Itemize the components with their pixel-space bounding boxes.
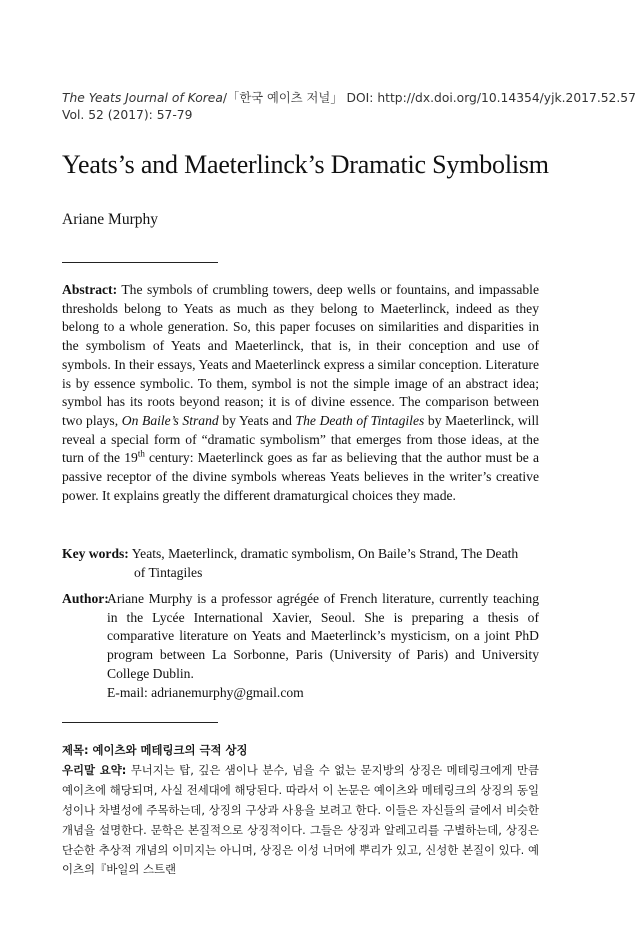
korean-summary	[62, 761, 539, 880]
divider	[62, 722, 218, 723]
korean-title: 제목: 예이츠와 메테링크의 극적 상징	[62, 743, 248, 757]
korean-summary-label: 우리말 요약:	[62, 762, 127, 777]
keywords-line-1	[62, 545, 539, 564]
keywords-label: Key words:	[62, 546, 129, 561]
doi-text: DOI: http://dx.doi.org/10.14354/yjk.2017.52.57	[342, 91, 636, 105]
journal-name: The Yeats Journal of Korea	[62, 91, 223, 105]
keywords-text-1: Yeats, Maeterlinck, dramatic symbolism, On Baile’s Strand, The Death	[128, 546, 519, 561]
divider	[62, 262, 218, 263]
author-name: Ariane Murphy	[62, 211, 158, 228]
keywords-block	[62, 545, 539, 582]
author-info-text: Ariane Murphy is a professor agrégée of French literature, currently teaching in the Lycée International Xavier, Seoul. She is preparing a thesis of comparative literature on Yeats and Maeterlinck’s mysticism, on a joint PhD program between La Sorbonne, Paris (University of Paris) and University College Dublin.	[107, 591, 539, 681]
author-info-block	[62, 590, 539, 702]
abstract-text-2: by Yeats and	[218, 412, 296, 428]
ordinal-suffix: th	[137, 448, 145, 459]
abstract-paragraph	[62, 281, 539, 505]
journal-header	[62, 90, 636, 124]
volume-info: Vol. 52 (2017): 57-79	[62, 108, 193, 122]
korean-summary-block	[62, 741, 539, 880]
abstract-text-4: century: Maeterlinck goes as far as believing that the author must be a passive receptor of the divine symbols whereas Yeats believes in the writer’s creative power. It explains greatly the different dramaturgical choices they made.	[62, 450, 539, 503]
play-title-tintagiles: The Death of Tintagiles	[295, 412, 425, 428]
author-email: E-mail: adrianemurphy@gmail.com	[107, 684, 304, 700]
journal-citation-line	[62, 90, 636, 107]
abstract-label: Abstract:	[62, 282, 118, 297]
abstract-text-3: by Maeterlinck, will reveal a special form of “dramatic symbolism” that emerges from those ideas, at the turn of the 19	[62, 412, 540, 466]
korean-summary-text: 무너지는 탑, 깊은 샘이나 분수, 넘을 수 없는 문지방의 상징은 메테링크에게 만큼 예이츠에 해당되며, 사실 전세대에 해당된다. 따라서 이 논문은 예이츠와 메테링크의 상징의 동일성이나 차별성에 주목하는데, 상징의 구상과 사용을 보려고 한다. 이들은 자신들의 글에서 비슷한 개념을 설명한다. 문학은 본질적으로 상징적이다. 그들은 상징과 알레고리를 구별하는데, 상징은 단순한 추상적 개념의 이미지는 아니며, 상징은 이성 너머에 뿌리가 있고, 신성한 본질이 있다. 예이츠의『바일의 스트랜	[62, 762, 539, 877]
keywords-text-2: of Tintagiles	[134, 564, 203, 580]
abstract-text-1: The symbols of crumbling towers, deep wells or fountains, and impassable thresholds belong to Yeats as much as they belong to Maeterlinck, indeed as they belong to a whole generation. So, this paper focuses on similarities and disparities in the symbolism of Yeats and Maeterlinck, that is, in their conception and use of symbols. In their essays, Yeats and Maeterlinck express a similar conception. Literature is by essence symbolic. To them, symbol is not the simple image of an abstract idea; symbol has its roots beyond reason; it is of divine essence. The comparison between two plays,	[62, 282, 539, 428]
author-info-label: Author:	[62, 591, 109, 606]
play-title-baile: On Baile’s Strand	[121, 412, 219, 428]
journal-korean-name: /「한국 예이츠 저널」	[222, 91, 343, 105]
paper-title: Yeats’s and Maeterlinck’s Dramatic Symbolism	[62, 150, 549, 179]
